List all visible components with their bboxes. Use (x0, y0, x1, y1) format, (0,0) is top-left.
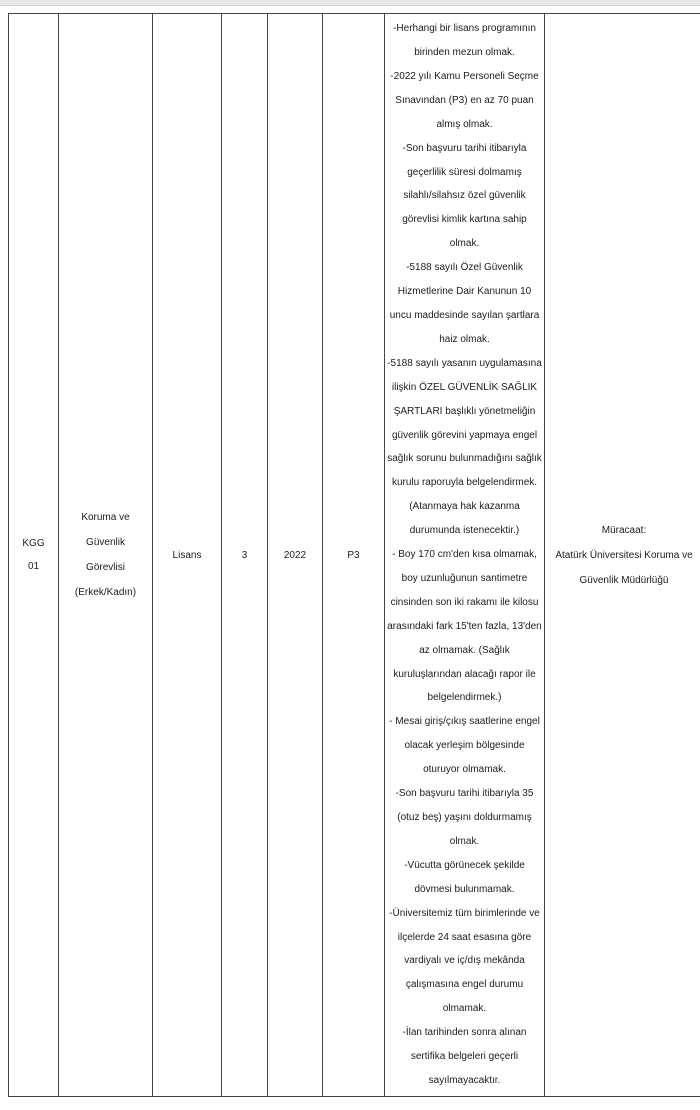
text-line: Müracaat: (601, 524, 647, 536)
text-line: güvenlik görevini yapmaya engel (391, 429, 538, 441)
text-line: silahlı/silahsız özel güvenlik (403, 190, 526, 202)
text-line: Hizmetlerine Dair Kanunun 10 (397, 286, 532, 298)
job-posting-table (8, 13, 700, 1097)
position-title (59, 505, 152, 605)
text-line: ilçelerde 24 saat esasına göre (397, 931, 532, 943)
text-line: boy uzunluğunun santimetre (401, 572, 528, 584)
text-line: (Erkek/Kadın) (74, 587, 137, 598)
text-line: az olmamak. (Sağlık (419, 644, 510, 656)
text-line: ilişkin ÖZEL GÜVENLİK SAĞLIK (391, 381, 538, 393)
cell-exam-year (268, 14, 323, 1097)
text-line: Güvenlik Müdürlüğü (579, 574, 669, 586)
text-line: Görevlisi (86, 562, 125, 573)
cell-requirements (385, 14, 545, 1097)
text-line: ŞARTLARI başlıklı yönetmeliğin (393, 405, 536, 417)
quota-value: 3 (241, 549, 248, 561)
text-line: dövmesi bulunmamak. (414, 883, 515, 895)
text-line: sağlık sorunu bulunmadığını sağlık (387, 453, 542, 465)
text-line: (otuz beş) yaşını doldurmamış (397, 812, 532, 824)
text-line: - Boy 170 cm'den kısa olmamak, (392, 549, 537, 561)
contact-info (545, 518, 700, 593)
cell-contact (545, 14, 700, 1097)
text-line: oturuyor olmamak. (423, 764, 506, 776)
text-line: kurulu raporuyla belgelendirmek. (391, 477, 538, 489)
text-line: -Vücutta görünecek şekilde (404, 859, 525, 871)
education-level: Lisans (172, 549, 202, 561)
text-line: olacak yerleşim bölgesinde (404, 740, 525, 752)
text-line: (Atanmaya hak kazanma (409, 501, 520, 513)
text-line: çalışmasına engel durumu (405, 979, 524, 991)
text-line: sayılmayacaktır. (428, 1074, 501, 1086)
table-row (9, 14, 700, 1097)
text-line: -5188 sayılı Özel Güvenlik (406, 262, 523, 274)
text-line: görevlisi kimlik kartına sahip (402, 214, 527, 226)
requirements-text (385, 17, 544, 1093)
cell-quota (222, 14, 268, 1097)
score-type: P3 (347, 549, 360, 561)
cell-education-level (153, 14, 222, 1097)
text-line: 01 (27, 561, 40, 572)
exam-year: 2022 (283, 549, 307, 561)
text-line: haiz olmak. (439, 333, 490, 345)
text-line: birinden mezun olmak. (414, 47, 515, 59)
text-line: -İlan tarihinden sonra alınan (402, 1027, 527, 1039)
text-line: Koruma ve (81, 512, 130, 523)
text-line: -Üniversitemiz tüm birimlerinde ve (389, 907, 540, 919)
text-line: belgelendirmek.) (427, 692, 502, 704)
cell-position-title (59, 14, 153, 1097)
text-line: Sınavından (P3) en az 70 puan (395, 94, 534, 106)
page-top-edge (0, 0, 700, 6)
text-line: olmak. (449, 835, 480, 847)
text-line: olmamak. (442, 1003, 487, 1015)
text-line: -2022 yılı Kamu Personeli Seçme (390, 70, 539, 82)
text-line: -5188 sayılı yasanın uygulamasına (387, 357, 542, 369)
text-line: durumunda istenecektir.) (409, 525, 520, 537)
text-line: sertifika belgeleri geçerli (410, 1051, 519, 1063)
position-code (9, 532, 58, 578)
text-line: olmak. (449, 238, 480, 250)
cell-position-code (9, 14, 59, 1097)
text-line: uncu maddesinde sayılan şartlara (389, 309, 540, 321)
text-line: cinsinden son iki rakamı ile kilosu (390, 596, 539, 608)
cell-score-type (323, 14, 385, 1097)
text-line: kuruluşlarından alacağı rapor ile (393, 668, 536, 680)
text-line: vardiyalı ve iç/dış mekânda (404, 955, 525, 967)
text-line: KGG (22, 538, 45, 549)
text-line: almış olmak. (436, 118, 493, 130)
text-line: geçerlilik süresi dolmamış (407, 166, 522, 178)
text-line: - Mesai giriş/çıkış saatlerine engel (389, 716, 540, 728)
text-line: -Son başvuru tarihi itibarıyla (402, 142, 527, 154)
text-line: Atatürk Üniversitesi Koruma ve (555, 549, 693, 561)
text-line: Güvenlik (86, 537, 125, 548)
text-line: -Son başvuru tarihi itibarıyla 35 (395, 788, 534, 800)
text-line: arasındaki fark 15'ten fazla, 13'den (387, 620, 542, 632)
text-line: -Herhangi bir lisans programının (393, 23, 536, 35)
